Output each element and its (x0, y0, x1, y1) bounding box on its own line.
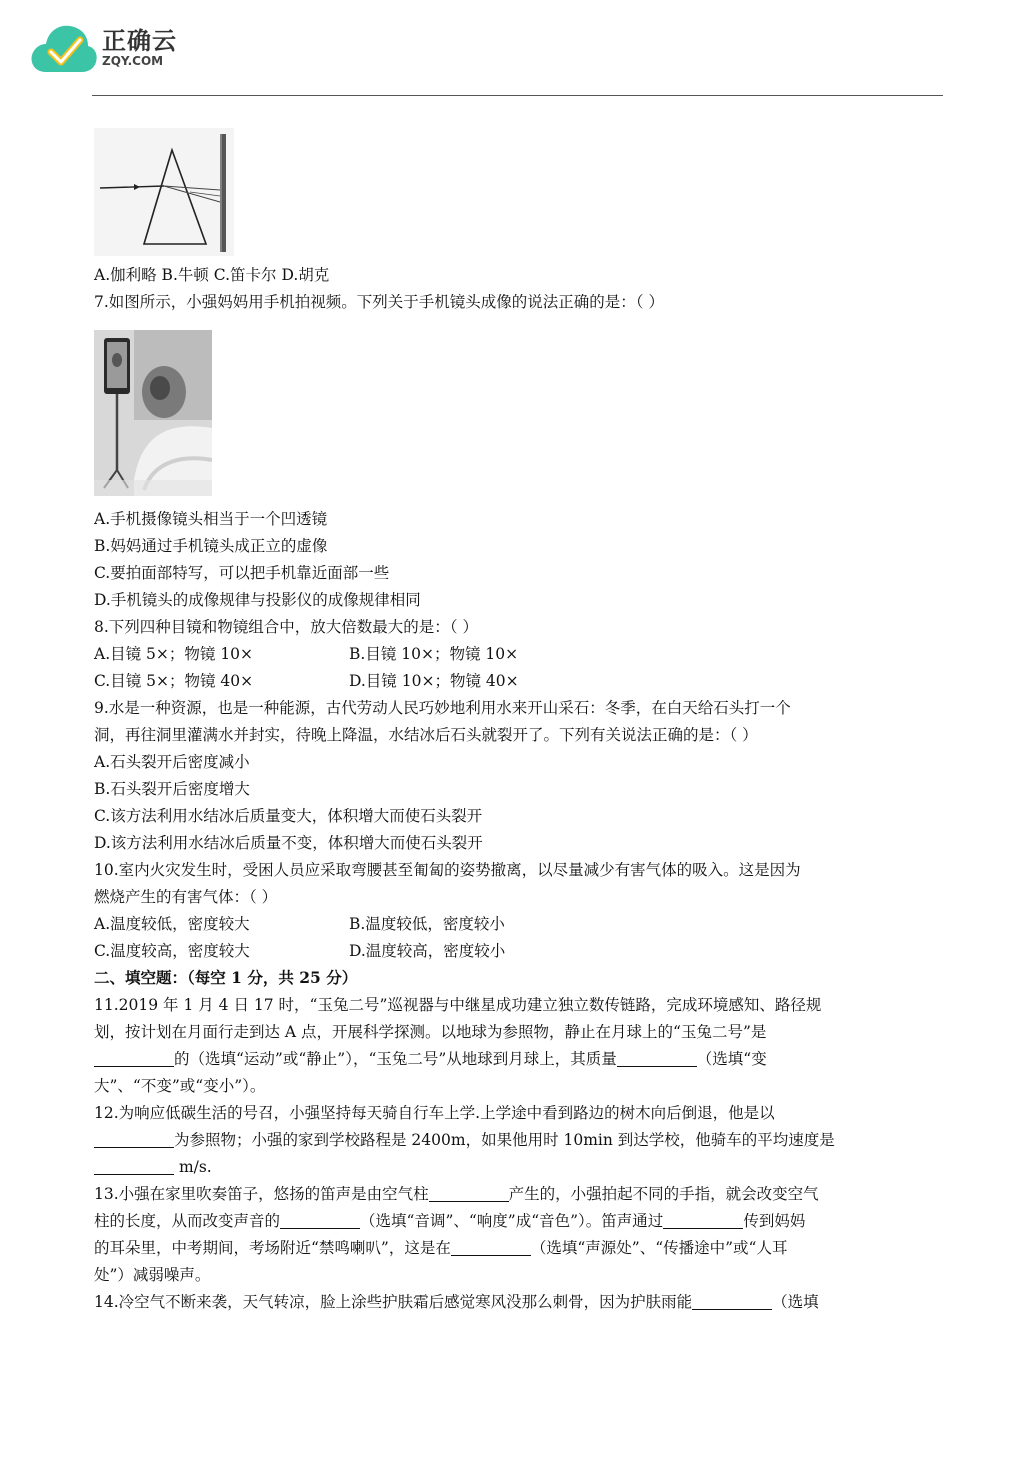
q7-stem: 7.如图所示，小强妈妈用手机拍视频。下列关于手机镜头成像的说法正确的是：（ ） (94, 293, 664, 311)
q10-option-c: C.温度较高，密度较大 (94, 942, 250, 960)
q7-option-a: A.手机摄像镜头相当于一个凹透镜 (94, 510, 328, 528)
q13-line2 (94, 1210, 805, 1232)
cloud-check-logo-icon (30, 22, 98, 74)
q11-line1: 11.2019 年 1 月 4 日 17 时，“玉兔二号”巡视器与中继星成功建立独立数传链路，完成环境感知、路径规 (94, 996, 822, 1014)
q14-line1 (94, 1291, 819, 1313)
q9-stem-line1: 9.水是一种资源，也是一种能源，古代劳动人民巧妙地利用水来开山采石：冬季，在白天给石头打一个 (94, 699, 791, 717)
answer-blank[interactable] (94, 1131, 174, 1148)
q13-line1-text-b: 产生的，小强拍起不同的手指，就会改变空气 (508, 1185, 819, 1203)
q11-line3 (94, 1048, 767, 1070)
brand-domain: ZQY.COM (102, 54, 164, 68)
q8-option-a: A.目镜 5×；物镜 10× (94, 645, 254, 663)
q9-stem-line2: 洞，再往洞里灌满水并封实，待晚上降温，水结冰后石头就裂开了。下列有关说法正确的是：（ ） (94, 726, 758, 744)
q12-line2 (94, 1129, 835, 1151)
q12-line3 (94, 1156, 212, 1178)
q7-option-d: D.手机镜头的成像规律与投影仪的成像规律相同 (94, 591, 421, 609)
q10-stem-line1: 10.室内火灾发生时，受困人员应采取弯腰甚至匍匐的姿势撤离，以尽量减少有害气体的吸入。这是因为 (94, 861, 801, 879)
phone-video-photo (94, 330, 212, 496)
q13-line2-text-b: （选填“音调”、“响度”成“音色”）。笛声通过 (360, 1212, 664, 1230)
answer-blank[interactable] (617, 1050, 697, 1067)
answer-blank[interactable] (94, 1050, 174, 1067)
q12-line2-text: 为参照物；小强的家到学校路程是 2400m，如果他用时 10min 到达学校，他骑车的平均速度是 (174, 1131, 835, 1149)
q10-option-a: A.温度较低，密度较大 (94, 915, 250, 933)
q12-unit: m/s. (178, 1158, 212, 1176)
q10-option-d: D.温度较高，密度较小 (349, 942, 506, 960)
answer-blank[interactable] (280, 1212, 360, 1229)
q13-line2-text-c: 传到妈妈 (743, 1212, 806, 1230)
q9-option-c: C.该方法利用水结冰后质量变大，体积增大而使石头裂开 (94, 807, 483, 825)
q9-option-d: D.该方法利用水结冰后质量不变，体积增大而使石头裂开 (94, 834, 483, 852)
q9-option-b: B.石头裂开后密度增大 (94, 780, 250, 798)
q10-stem-line2: 燃烧产生的有害气体：（ ） (94, 888, 278, 906)
answer-blank[interactable] (451, 1239, 531, 1256)
q12-line1: 12.为响应低碳生活的号召，小强坚持每天骑自行车上学.上学途中看到路边的树木向后倒退，他是以 (94, 1104, 775, 1122)
brand-name: 正确云 (102, 27, 177, 55)
q7-option-b: B.妈妈通过手机镜头成正立的虚像 (94, 537, 328, 555)
q13-line2-text-a: 柱的长度，从而改变声音的 (94, 1212, 281, 1230)
q8-option-b: B.目镜 10×；物镜 10× (349, 645, 519, 663)
section-fill-in-heading: 二、填空题：（每空 1 分，共 25 分） (94, 968, 358, 987)
q8-option-d: D.目镜 10×；物镜 40× (349, 672, 519, 690)
q7-option-c: C.要拍面部特写，可以把手机靠近面部一些 (94, 564, 390, 582)
answer-blank[interactable] (94, 1158, 174, 1175)
q6-options: A.伽利略 B.牛顿 C.笛卡尔 D.胡克 (94, 266, 330, 284)
answer-blank[interactable] (429, 1185, 509, 1202)
q14-line1-text-b: （选填 (772, 1293, 819, 1311)
q13-line4: 处”）减弱噪声。 (94, 1266, 211, 1284)
q11-line2: 划，按计划在月面行走到达 A 点，开展科学探测。以地球为参照物，静止在月球上的“玉兔二号”是 (94, 1023, 767, 1041)
q13-line3-text-a: 的耳朵里，中考期间，考场附近“禁鸣喇叭”，这是在 (94, 1239, 451, 1257)
q13-line3-text-b: （选填“声源处”、“传播途中”或“人耳 (530, 1239, 788, 1257)
q9-option-a: A.石头裂开后密度减小 (94, 753, 250, 771)
prism-mirror-figure (94, 128, 234, 256)
q11-line3-text-a: 的（选填“运动”或“静止”），“玉兔二号”从地球到月球上，其质量 (174, 1050, 617, 1068)
q11-line3-text-b: （选填“变 (696, 1050, 767, 1068)
answer-blank[interactable] (663, 1212, 743, 1229)
q13-line1-text-a: 13.小强在家里吹奏笛子，悠扬的笛声是由空气柱 (94, 1185, 429, 1203)
q10-option-b: B.温度较低，密度较小 (349, 915, 505, 933)
q11-line4: 大”、“不变”或“变小”）。 (94, 1077, 266, 1095)
answer-blank[interactable] (692, 1293, 772, 1310)
q8-option-c: C.目镜 5×；物镜 40× (94, 672, 254, 690)
q13-line1 (94, 1183, 819, 1205)
q14-line1-text-a: 14.冷空气不断来袭，天气转凉，脸上涂些护肤霜后感觉寒风没那么刺骨，因为护肤雨能 (94, 1293, 693, 1311)
header-divider (92, 95, 943, 96)
page-header (0, 0, 1034, 96)
q13-line3 (94, 1237, 787, 1259)
q8-stem: 8.下列四种目镜和物镜组合中，放大倍数最大的是：（ ） (94, 618, 478, 636)
